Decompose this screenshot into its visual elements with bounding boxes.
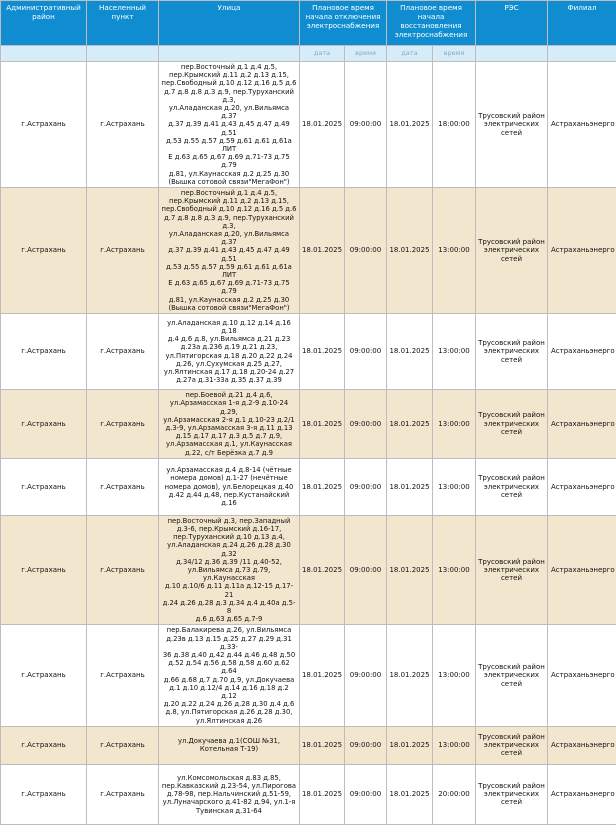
street-line: ул.Пятигорская д.18 д.20 д.22 д.24 [161,352,297,360]
street-line: д.23а д.236 д.19 д.21 д.23, [161,343,297,351]
cell-locality: г.Астрахань [87,515,159,625]
cell-res: Трусовский район электрических сетей [476,764,548,824]
cell-off-time: 09:00:00 [345,188,387,314]
cell-off-date: 18.01.2025 [300,625,345,726]
street-line: ул.Арзамасская д.1, ул.Каунасская [161,440,297,448]
subheader-off-time: время [345,46,387,62]
street-line: д.53 д.55 д.57 д.59 д.61 д.61 д.61а ЛИТ [161,137,297,153]
street-line: пер.Восточный д.3, пер.Западный [161,517,297,525]
street-line: пер.Кавказский д.23-54, ул.Пирогова [161,782,297,790]
street-line: пер.Балакирева д.26, ул.Вильямса [161,626,297,634]
cell-on-date: 18.01.2025 [387,390,433,459]
table-row [1,625,616,726]
cell-off-date: 18.01.2025 [300,764,345,824]
table-row [1,726,616,764]
cell-off-time: 09:00:00 [345,458,387,515]
street-line: д.7 д.8 д.8 д.3 д.9, пер.Туруханский д.3, [161,88,297,104]
table-row [1,314,616,390]
cell-on-time: 18:00:00 [433,62,476,188]
street-line: пер.Восточный д.1 д.4 д.5, [161,189,297,197]
cell-on-time: 13:00:00 [433,625,476,726]
street-line: д.3-9, ул.Арзамасская 3-я д.11 д.13 [161,424,297,432]
cell-on-time: 13:00:00 [433,515,476,625]
cell-branch: Астраханьэнерго [548,515,616,625]
cell-district: г.Астрахань [1,390,87,459]
street-line: ул.Аладанская д.10 д.12 д.14 д.16 д.18 [161,319,297,335]
street-line: д.81, ул.Каунасская д.2 д.25 д.30 [161,296,297,304]
street-line: д.37 д.39 д.41 д.43 д.45 д.47 д.49 д.51 [161,120,297,136]
cell-street [159,62,300,188]
street-line: ул.Луначарского д.41-82 д.94, ул.1-я [161,798,297,806]
cell-res: Трусовский район электрических сетей [476,188,548,314]
cell-branch: Астраханьэнерго [548,726,616,764]
cell-res: Трусовский район электрических сетей [476,62,548,188]
cell-on-date: 18.01.2025 [387,764,433,824]
street-line: пер.Боевой д.21 д.4 д.6, [161,391,297,399]
cell-on-date: 18.01.2025 [387,515,433,625]
cell-branch: Астраханьэнерго [548,188,616,314]
column-header-off-time: Плановое время начала отключения электроснабжения [300,1,387,46]
cell-res: Трусовский район электрических сетей [476,625,548,726]
cell-branch: Астраханьэнерго [548,314,616,390]
cell-district: г.Астрахань [1,62,87,188]
street-line: д.22, с/т Берёзка д.7 д.9 [161,449,297,457]
cell-locality: г.Астрахань [87,314,159,390]
street-line: пер.Крымский д.11 д.2 д.13 д.15, [161,71,297,79]
cell-branch: Астраханьэнерго [548,625,616,726]
subheader-blank [476,46,548,62]
street-line: пер.Свободный д.10 д.12 д.16 д.5 д.6 [161,79,297,87]
cell-street [159,188,300,314]
cell-district: г.Астрахань [1,625,87,726]
street-line: д.4 д.6 д.8, ул.Вильямса д.21 д.23 [161,335,297,343]
street-line: пер.Туруханский д.10 д.13 д.4, [161,533,297,541]
street-line: д.10 д.10/6 д.11 д.11а д.12-15 д.17-21 [161,582,297,598]
column-header-locality: Населенный пункт [87,1,159,46]
street-line: д.3-6, пер.Крымский д.16-17, [161,525,297,533]
cell-off-time: 09:00:00 [345,314,387,390]
cell-street [159,625,300,726]
cell-on-time: 13:00:00 [433,726,476,764]
street-line: Е д.63 д.65 д.67 д.69 д.71-73 д.75 д.79 [161,153,297,169]
street-line: ул.Арзамасская 1-я д.2-9 д.10-24 д.29, [161,399,297,415]
street-line: номера домов) д.1-27 (нечётные [161,474,297,482]
street-line: (Вышка сотовой связи"МегаФон") [161,178,297,186]
column-header-res: РЭС [476,1,548,46]
cell-res: Трусовский район электрических сетей [476,314,548,390]
cell-on-date: 18.01.2025 [387,458,433,515]
cell-branch: Астраханьэнерго [548,764,616,824]
cell-off-time: 09:00:00 [345,390,387,459]
subheader-blank [548,46,616,62]
subheader-on-time: время [433,46,476,62]
street-line: ул.Арзамасская д.4 д.8-14 (чётные [161,466,297,474]
street-line: д.8, ул.Пятигорская д.26 д.28 д.30, [161,708,297,716]
cell-on-time: 20:00:00 [433,764,476,824]
cell-off-time: 09:00:00 [345,764,387,824]
cell-on-date: 18.01.2025 [387,726,433,764]
cell-on-date: 18.01.2025 [387,62,433,188]
cell-locality: г.Астрахань [87,726,159,764]
street-line: ул.Аладанская д.20, ул.Вильямса д.37 [161,230,297,246]
cell-street [159,515,300,625]
street-line: (Вышка сотовой связи"МегаФон") [161,304,297,312]
cell-on-time: 13:00:00 [433,390,476,459]
cell-on-time: 13:00:00 [433,314,476,390]
column-header-district: Административный район [1,1,87,46]
cell-street [159,764,300,824]
subheader-on-date: дата [387,46,433,62]
cell-off-date: 18.01.2025 [300,390,345,459]
street-line: Котельная Т-19) [161,745,297,753]
cell-district: г.Астрахань [1,458,87,515]
street-line: ул.Аладанская д.20, ул.Вильямса д.37 [161,104,297,120]
subheader-blank [87,46,159,62]
table-row [1,458,616,515]
table-row [1,764,616,824]
street-line: ул.Комсомольская д.83 д.85, [161,774,297,782]
street-line: ул.Вильямса д.73 д.79, ул.Каунасская [161,566,297,582]
cell-on-date: 18.01.2025 [387,188,433,314]
cell-street [159,314,300,390]
street-line: ул.Ялтинская д.17 д.18 д.20-24 д.27 [161,368,297,376]
cell-district: г.Астрахань [1,314,87,390]
cell-off-date: 18.01.2025 [300,515,345,625]
table-row [1,62,616,188]
cell-district: г.Астрахань [1,188,87,314]
table-body [1,62,616,825]
cell-street [159,726,300,764]
cell-off-date: 18.01.2025 [300,726,345,764]
cell-street [159,390,300,459]
street-line: пер.Свободный д.10 д.12 д.16 д.5 д.6 [161,205,297,213]
subheader-off-date: дата [300,46,345,62]
cell-branch: Астраханьэнерго [548,390,616,459]
cell-off-time: 09:00:00 [345,62,387,188]
street-line: д.66 д.68 д.7 д.70 д.9, ул.Докучаева [161,676,297,684]
cell-res: Трусовский район электрических сетей [476,726,548,764]
street-line: д.42 д.44 д.48, пер.Кустанайский д.16 [161,491,297,507]
street-line: номера домов), ул.Белорецкая д.40 [161,483,297,491]
street-line: д.81, ул.Каунасская д.2 д.25 д.30 [161,170,297,178]
cell-on-date: 18.01.2025 [387,625,433,726]
street-line: д.53 д.55 д.57 д.59 д.61 д.61 д.61а ЛИТ [161,263,297,279]
street-line: д.37 д.39 д.41 д.43 д.45 д.47 д.49 д.51 [161,246,297,262]
cell-on-time: 13:00:00 [433,458,476,515]
cell-district: г.Астрахань [1,764,87,824]
street-line: д.23в д.13 д.15 д.25 д.27 д.29 д.31 д.33- [161,635,297,651]
column-header-restore-time: Плановое время начала восстановления электроснабжения [387,1,476,46]
street-line: д.34/12 д.36 д.39 /11 д.40-52, [161,558,297,566]
cell-off-time: 09:00:00 [345,515,387,625]
street-line: д.1 д.10 д.12/4 д.14 д.16 д.18 д.2 д.12 [161,684,297,700]
street-line: 36 д.38 д.40 д.42 д.44 д.46 д.48 д.50 [161,651,297,659]
cell-off-date: 18.01.2025 [300,458,345,515]
column-header-branch: Филиал [548,1,616,46]
street-line: ул.Докучаева д.1(СОШ №31, [161,737,297,745]
cell-res: Трусовский район электрических сетей [476,390,548,459]
cell-res: Трусовский район электрических сетей [476,458,548,515]
cell-locality: г.Астрахань [87,188,159,314]
street-line: д.6 д.63 д.65 д.7-9 [161,615,297,623]
street-line: Е д.63 д.65 д.67 д.69 д.71-73 д.75 д.79 [161,279,297,295]
street-line: д.27а д.31-33а д.35 д.37 д.39 [161,376,297,384]
cell-res: Трусовский район электрических сетей [476,515,548,625]
cell-branch: Астраханьэнерго [548,458,616,515]
cell-branch: Астраханьэнерго [548,62,616,188]
cell-locality: г.Астрахань [87,625,159,726]
cell-locality: г.Астрахань [87,764,159,824]
cell-off-date: 18.01.2025 [300,188,345,314]
street-line: д.78-98, пер.Нальчинский д.51-59, [161,790,297,798]
table-row [1,515,616,625]
street-line: д.52 д.54 д.56 д.58 д.58 д.60 д.62 д.64 [161,659,297,675]
street-line: д.20 д.22 д.24 д.26 д.28 д.30 д.4 д.6 [161,700,297,708]
cell-locality: г.Астрахань [87,458,159,515]
cell-off-date: 18.01.2025 [300,62,345,188]
cell-district: г.Астрахань [1,726,87,764]
street-line: ул.Ялтинская д.26 [161,717,297,725]
street-line: д.24 д.26 д.28 д.3 д.34 д.4 д.40а д.5-8 [161,599,297,615]
cell-district: г.Астрахань [1,515,87,625]
street-line: пер.Крымский д.11 д.2 д.13 д.15, [161,197,297,205]
street-line: ул.Аладанская д.24 д.26 д.28 д.30 д.32 [161,541,297,557]
street-line: пер.Восточный д.1 д.4 д.5, [161,63,297,71]
table-row [1,188,616,314]
cell-street [159,458,300,515]
column-header-street: Улица [159,1,300,46]
street-line: Тувинская д.31-64 [161,807,297,815]
cell-off-time: 09:00:00 [345,726,387,764]
street-line: д.7 д.8 д.8 д.3 д.9, пер.Туруханский д.3, [161,214,297,230]
street-line: ул.Арзамасская 2-я д.1 д.10-23 д.2/1 [161,416,297,424]
street-line: д.15 д.17 д.17 д.3 д.5 д.7 д.9, [161,432,297,440]
cell-locality: г.Астрахань [87,390,159,459]
cell-on-time: 13:00:00 [433,188,476,314]
subheader-blank [1,46,87,62]
cell-locality: г.Астрахань [87,62,159,188]
cell-off-time: 09:00:00 [345,625,387,726]
table-row [1,390,616,459]
subheader-blank [159,46,300,62]
cell-on-date: 18.01.2025 [387,314,433,390]
street-line: д.26, ул.Сухумская д.25 д.27, [161,360,297,368]
cell-off-date: 18.01.2025 [300,314,345,390]
